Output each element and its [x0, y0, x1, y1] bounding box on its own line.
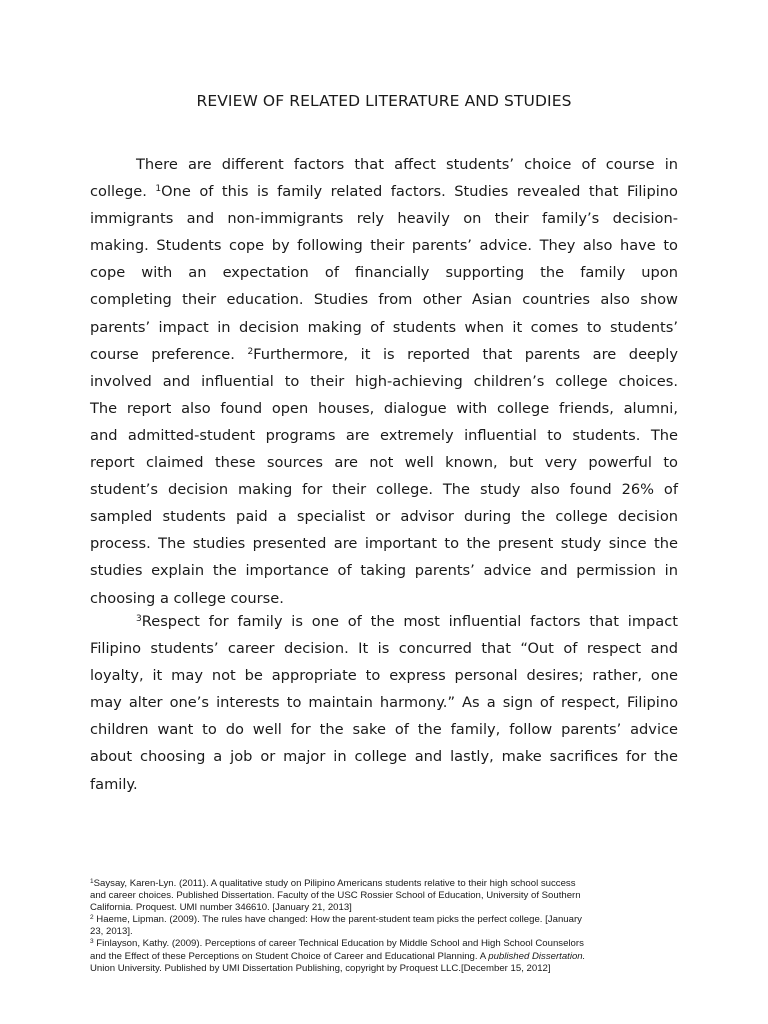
text-span: parents’ impact in decision making of students when it comes to students’ [90, 318, 678, 336]
text-span: immigrants and non-immigrants rely heavily on their family’s decision- [90, 210, 678, 228]
text-span: children want to do well for the sake of the family, follow parents’ advice [90, 721, 678, 739]
text-line [90, 286, 678, 313]
page-title: REVIEW OF RELATED LITERATURE AND STUDIES [196, 92, 572, 110]
footnote-ref-1[interactable]: 1 [155, 184, 162, 195]
footnote-3-cont [90, 963, 690, 975]
text-line [90, 395, 678, 422]
text-span: Furthermore, it is reported that parents are deeply [253, 345, 678, 363]
text-line [90, 205, 678, 232]
footnote-ref-2[interactable]: 2 [247, 346, 254, 357]
footnote-ref-3[interactable]: 3 [136, 614, 142, 624]
text-line [90, 449, 678, 476]
footnote-text: Finlayson, Kathy. (2009). Perceptions of career Technical Education by Middle School and High School Counselors [93, 938, 584, 950]
footnote-1 [90, 878, 690, 890]
footnote-1-cont [90, 902, 690, 914]
text-line [90, 635, 678, 662]
text-span: family. [90, 775, 138, 793]
footnotes [90, 878, 690, 975]
footnote-mark: 3 [90, 938, 94, 946]
footnote-1-cont [90, 890, 690, 902]
text-line [90, 314, 678, 341]
text-line [90, 232, 678, 259]
text-span: sampled students paid a specialist or advisor during the college decision [90, 508, 678, 526]
footnote-text: 23, 2013]. [90, 926, 133, 938]
text-line [90, 341, 678, 368]
text-line [90, 771, 678, 798]
text-span: loyalty, it may not be appropriate to express personal desires; rather, one [90, 667, 678, 685]
text-line [90, 422, 678, 449]
text-span: involved and influential to their high-achieving children’s college choices. [90, 372, 678, 390]
text-span: There are different factors that affect students’ choice of course in [136, 156, 678, 173]
text-line [90, 716, 678, 743]
footnote-mark: 1 [90, 878, 94, 885]
text-span: about choosing a job or major in college and lastly, make sacrifices for the [90, 748, 678, 766]
text-span: student’s decision making for their college. The study also found 26% of [90, 481, 678, 499]
text-span: course preference. [90, 345, 248, 363]
text-span: report claimed these sources are not well known, but very powerful to [90, 454, 678, 472]
footnote-text: and career choices. Published Dissertation. Faculty of the USC Rossier School of Education, University of Southern [90, 890, 581, 902]
text-line [90, 178, 678, 205]
text-span: Filipino students’ career decision. It is concurred that “Out of respect and [90, 640, 678, 658]
footnote-2 [90, 914, 690, 926]
text-line [90, 743, 678, 770]
footnote-text: Haeme, Lipman. (2009). The rules have changed: How the parent-student team picks the perfect college. [January [93, 914, 582, 926]
footnote-mark: 2 [90, 914, 94, 922]
text-line [90, 259, 678, 286]
text-span: and admitted-student programs are extremely influential to students. The [90, 426, 678, 444]
footnote-text: California. Proquest. UMI number 346610. [January 21, 2013] [90, 902, 352, 914]
text-line [90, 689, 678, 716]
text-span: may alter one’s interests to maintain harmony.” As a sign of respect, Filipino [90, 694, 678, 712]
text-span: making. Students cope by following their parents’ advice. They also have to [90, 237, 678, 255]
footnote-text: Union University. Published by UMI Dissertation Publishing, copyright by Proquest LLC.[December 15, 2012] [90, 962, 551, 974]
text-span: One of this is family related factors. Studies revealed that Filipino [161, 183, 678, 201]
text-line [90, 368, 678, 395]
text-line [90, 476, 678, 503]
text-span: choosing a college course. [90, 589, 284, 607]
text-span: completing their education. Studies from other Asian countries also show [90, 291, 678, 309]
text-span: process. The studies presented are important to the present study since the [90, 535, 678, 553]
text-line [90, 503, 678, 530]
paragraph-respect-for-family [90, 608, 678, 798]
text-span: Respect for family is one of the most influential factors that impact [141, 613, 678, 630]
footnote-text: and the Effect of these Perceptions on Student Choice of Career and Educational Planning. A [90, 950, 489, 962]
text-line [90, 151, 678, 178]
footnote-3 [90, 938, 690, 950]
text-line [90, 608, 678, 635]
footnote-text: Saysay, Karen-Lyn. (2011). A qualitative study on Pilipino Americans students relative to their high school success [93, 878, 576, 889]
text-span: college. [90, 183, 156, 201]
text-span: The report also found open houses, dialogue with college friends, alumni, [90, 399, 678, 417]
text-span: cope with an expectation of financially supporting the family upon [90, 264, 678, 282]
paragraph-family-factors [90, 151, 678, 612]
footnote-italic-text: published Dissertation. [488, 950, 586, 962]
text-span: studies explain the importance of taking parents’ advice and permission in [90, 562, 678, 580]
text-line [90, 662, 678, 689]
text-line [90, 530, 678, 557]
footnote-2-cont [90, 926, 690, 938]
footnote-3-cont [90, 951, 690, 963]
text-line [90, 557, 678, 584]
